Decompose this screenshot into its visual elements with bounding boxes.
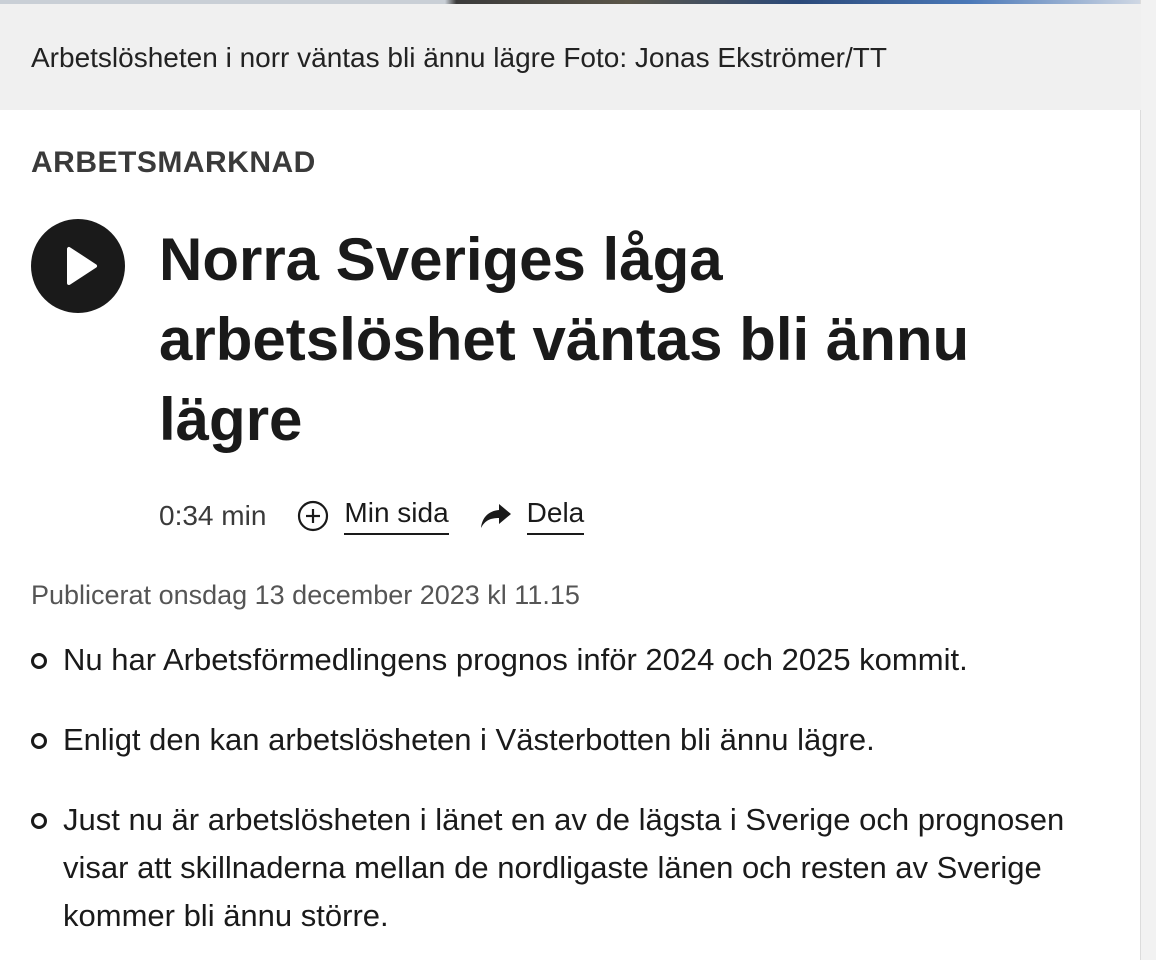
list-item-text: Enligt den kan arbetslösheten i Västerbotten bli ännu lägre. [63, 722, 875, 757]
bullet-icon [31, 733, 47, 749]
bullet-icon [31, 653, 47, 669]
article-headline: Norra Sveriges låga arbetslöshet väntas bli ännu lägre [159, 226, 970, 453]
list-item [31, 636, 1071, 684]
share-arrow-icon [479, 501, 513, 531]
play-icon [31, 219, 125, 313]
share-label: Dela [527, 497, 585, 535]
article-meta-row [159, 494, 584, 538]
bullet-icon [31, 813, 47, 829]
image-caption: Arbetslösheten i norr väntas bli ännu lägre Foto: Jonas Ekströmer/TT [31, 42, 887, 73]
share-button[interactable] [479, 497, 585, 535]
list-item-text: Just nu är arbetslösheten i länet en av de lägsta i Sverige och prognosen visar att skillnaderna mellan de nordligaste länen och resten av Sverige kommer bli ännu större. [63, 802, 1065, 933]
audio-duration: 0:34 min [159, 500, 267, 531]
list-item-text: Nu har Arbetsförmedlingens prognos inför 2024 och 2025 kommit. [63, 642, 968, 677]
plus-circle-icon [296, 499, 330, 533]
scrollbar-track[interactable] [1140, 0, 1156, 960]
my-page-label: Min sida [344, 497, 448, 535]
category-label[interactable]: ARBETSMARKNAD [31, 146, 316, 179]
publish-date: Publicerat onsdag 13 december 2023 kl 11.15 [31, 580, 580, 610]
list-item [31, 716, 1071, 764]
add-to-my-page-button[interactable] [296, 497, 448, 535]
summary-list [31, 636, 1071, 972]
image-caption-bar [0, 4, 1141, 110]
play-audio-button[interactable] [31, 219, 125, 313]
list-item [31, 796, 1071, 940]
